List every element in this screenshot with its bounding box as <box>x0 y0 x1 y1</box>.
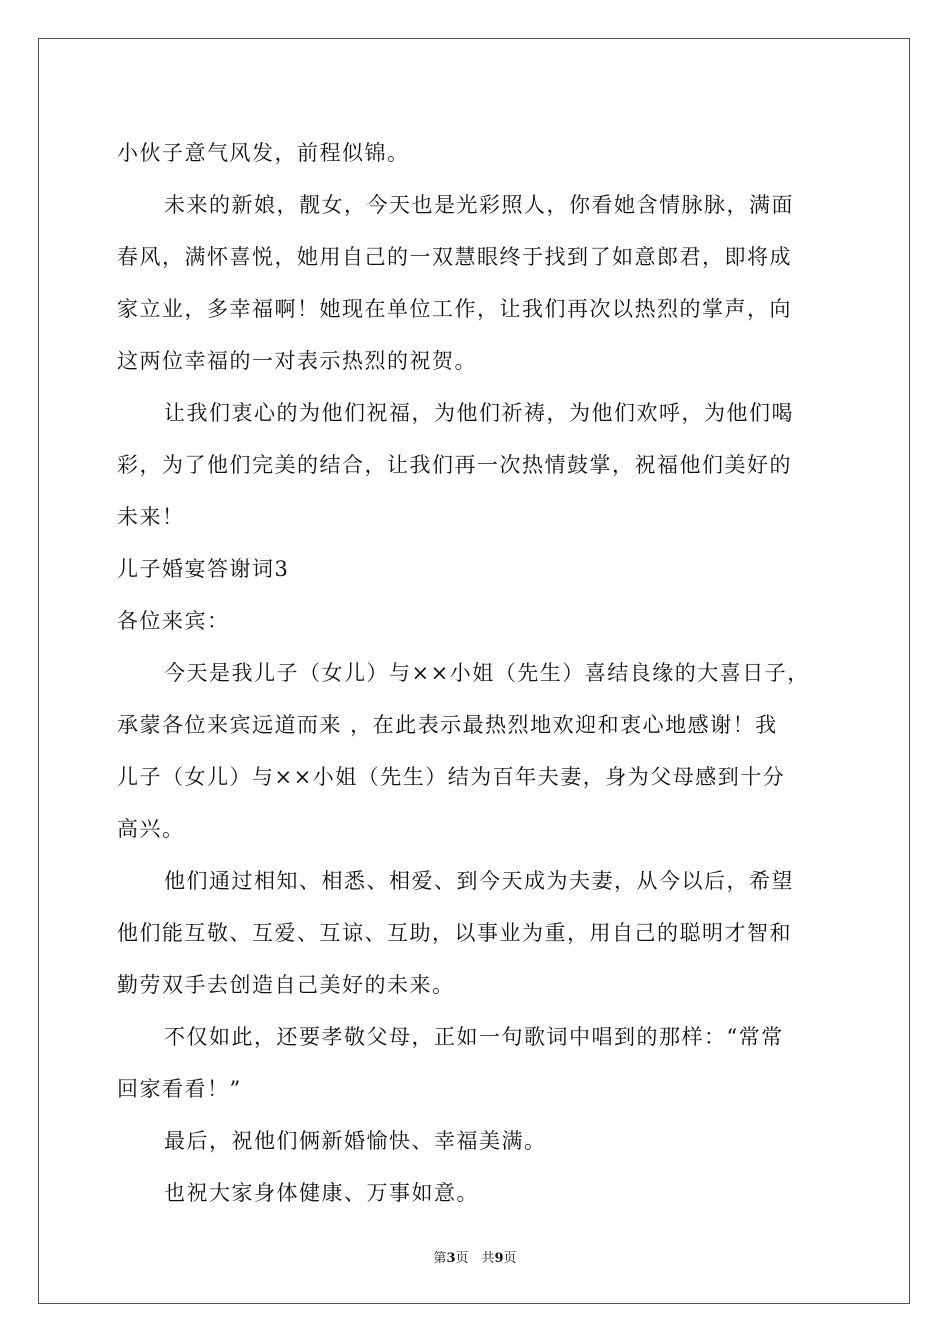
section-heading: 儿子婚宴答谢词3 <box>117 557 290 581</box>
paragraph-first-line: 也祝大家身体健康、万事如意。 <box>164 1181 479 1205</box>
text-line: 承蒙各位来宾远道而来 ，在此表示最热烈地欢迎和衷心地感谢！我 <box>117 713 778 737</box>
text-line: 春风，满怀喜悦，她用自己的一双慧眼终于找到了如意郎君，即将成 <box>117 245 792 269</box>
document-body <box>117 127 837 1219</box>
text-line: 彩，为了他们完美的结合，让我们再一次热情鼓掌，祝福他们美好的 <box>117 453 792 477</box>
paragraph-first-line: 今天是我儿子（女儿）与××小姐（先生）喜结良缘的大喜日子， <box>164 661 810 685</box>
text-line: 儿子（女儿）与××小姐（先生）结为百年夫妻，身为父母感到十分 <box>117 765 786 789</box>
text-line: 这两位幸福的一对表示热烈的祝贺。 <box>117 349 477 373</box>
total-pages-number: 9 <box>494 1251 504 1266</box>
paragraph-first-line: 让我们衷心的为他们祝福，为他们祈祷，为他们欢呼，为他们喝 <box>164 401 794 425</box>
text-line: 家立业，多幸福啊！她现在单位工作，让我们再次以热烈的掌声，向 <box>117 297 792 321</box>
text-line: 回家看看！” <box>117 1077 242 1101</box>
paragraph-first-line: 最后，祝他们俩新婚愉快、幸福美满。 <box>164 1129 547 1153</box>
footer-middle: 页 共 <box>455 1251 495 1266</box>
page-footer <box>0 1247 950 1266</box>
text-line: 未来！ <box>117 505 185 529</box>
text-line: 小伙子意气风发，前程似锦。 <box>117 141 410 165</box>
salutation: 各位来宾： <box>117 609 230 633</box>
paragraph-first-line: 他们通过相知、相悉、相爱、到今天成为夫妻，从今以后，希望 <box>164 869 794 893</box>
paragraph-first-line: 不仅如此，还要孝敬父母，正如一句歌词中唱到的那样：“常常 <box>164 1025 784 1049</box>
current-page-number: 3 <box>446 1251 456 1266</box>
text-line: 他们能互敬、互爱、互谅、互助，以事业为重，用自己的聪明才智和 <box>117 921 792 945</box>
paragraph-first-line: 未来的新娘，靓女，今天也是光彩照人，你看她含情脉脉，满面 <box>164 193 794 217</box>
footer-prefix: 第 <box>433 1251 447 1266</box>
text-line: 勤劳双手去创造自己美好的未来。 <box>117 973 455 997</box>
footer-suffix: 页 <box>503 1251 517 1266</box>
text-line: 高兴。 <box>117 817 185 841</box>
